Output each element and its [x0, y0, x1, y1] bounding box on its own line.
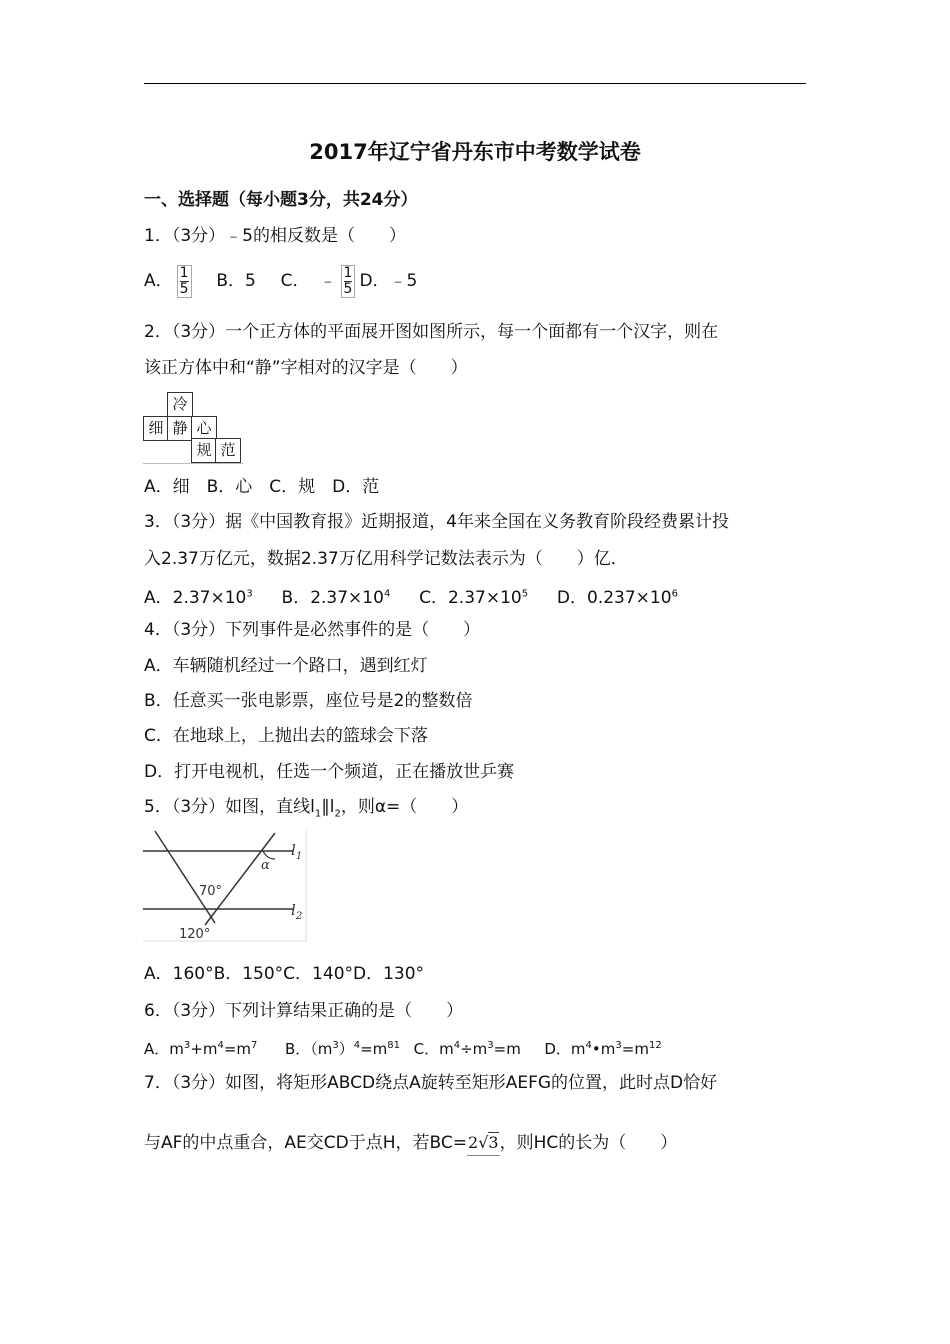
alpha-label: α [261, 858, 270, 873]
header-rule [144, 83, 806, 84]
svg-text:l1: $l_1$ [291, 841, 303, 862]
q5-stem: 5．（3分）如图，直线$l_1\parallel l_2$，则α=（ ） [144, 797, 469, 820]
q1-option-d: D．﹣5 [359, 271, 418, 291]
q5-options: A．160°B．150°C．140°D．130° [144, 964, 425, 984]
q2-stem-line-2: 该正方体中和“静”字相对的汉字是（ ） [144, 358, 468, 378]
net-cell: 心 [191, 416, 217, 441]
q6-option-d: D．$m^4•m^3=m^{12}$ [544, 1040, 662, 1058]
q6-options [144, 1034, 662, 1061]
page-title: 2017年辽宁省丹东市中考数学试卷 [309, 140, 641, 164]
q3-option-d: D．$0.237\times 10^6$ [556, 587, 678, 608]
q4-option-b: B．任意买一张电影票，座位号是2的整数倍 [144, 691, 473, 711]
q6-option-c: C．$m^4\div m^3=m$ [413, 1040, 521, 1058]
q1-option-a-fraction: $\frac{1}{5}$ [177, 265, 192, 298]
net-cell: 范 [215, 438, 241, 463]
q4-option-d: D．打开电视机，任选一个频道，正在播放世乒赛 [144, 762, 515, 782]
q6-option-b: B．$(m^3)^4=m^{81}$ [284, 1040, 401, 1058]
net-cell: 细 [143, 416, 169, 441]
q2-options: A．细 B．心 C．规 D．范 [144, 477, 380, 497]
section-heading: 一、选择题（每小题3分，共24分） [144, 190, 418, 210]
q7-stem-line-1: 7．（3分）如图，将矩形ABCD绕点A旋转至矩形AEFG的位置，此时点D恰好 [144, 1073, 718, 1093]
q1-option-c-label: C． [280, 271, 310, 291]
q4-option-a: A．车辆随机经过一个路口，遇到红灯 [144, 656, 428, 676]
q1-option-b: B．5 [216, 271, 256, 291]
q3-stem-line-1: 3．（3分）据《中国教育报》近期报道，4年来全国在义务教育阶段经费累计投 [144, 512, 729, 532]
cube-net-figure [143, 390, 243, 464]
q1-options: A． $\frac{1}{5}$ B．5 C． ﹣ $\frac{1}{5}$ D．﹣5 [144, 264, 418, 297]
q7-stem-line-2: 与AF的中点重合，AE交CD于点H，若BC=2√3，则HC的长为（ ） [144, 1131, 677, 1156]
q3-option-c: C．$2.37\times 10^5$ [419, 587, 529, 608]
parallel-lines-figure [143, 829, 307, 943]
q4-option-c: C．在地球上，上抛出去的篮球会下落 [144, 726, 428, 746]
angle-70-label: 70° [199, 884, 223, 899]
q6-option-a: A．$m^3+m^4=m^7$ [144, 1040, 258, 1058]
q3-stem-line-2: 入2.37万亿元，数据2.37万亿用科学记数法表示为（ ）亿． [144, 549, 628, 569]
q1-stem: 1．（3分）﹣5的相反数是（ ） [144, 226, 406, 246]
angle-120-label: 120° [179, 927, 211, 942]
q1-option-a-label: A． [144, 271, 173, 291]
net-cell: 冷 [167, 392, 193, 417]
q3-option-b: B．$2.37\times 10^4$ [281, 587, 391, 608]
q4-stem: 4．（3分）下列事件是必然事件的是（ ） [144, 620, 481, 640]
sqrt-expression: 2√3 [467, 1131, 500, 1156]
net-cell: 规 [191, 438, 217, 463]
svg-text:l2: $l_2$ [291, 901, 303, 922]
q3-option-a: A．$2.37\times 10^3$ [144, 587, 253, 608]
net-cell: 静 [167, 416, 193, 441]
q3-options [144, 582, 678, 610]
q2-stem-line-1: 2．（3分）一个正方体的平面展开图如图所示，每一个面都有一个汉字，则在 [144, 322, 719, 342]
q6-stem: 6．（3分）下列计算结果正确的是（ ） [144, 1001, 464, 1021]
q1-option-c-fraction: $\frac{1}{5}$ [341, 265, 356, 298]
